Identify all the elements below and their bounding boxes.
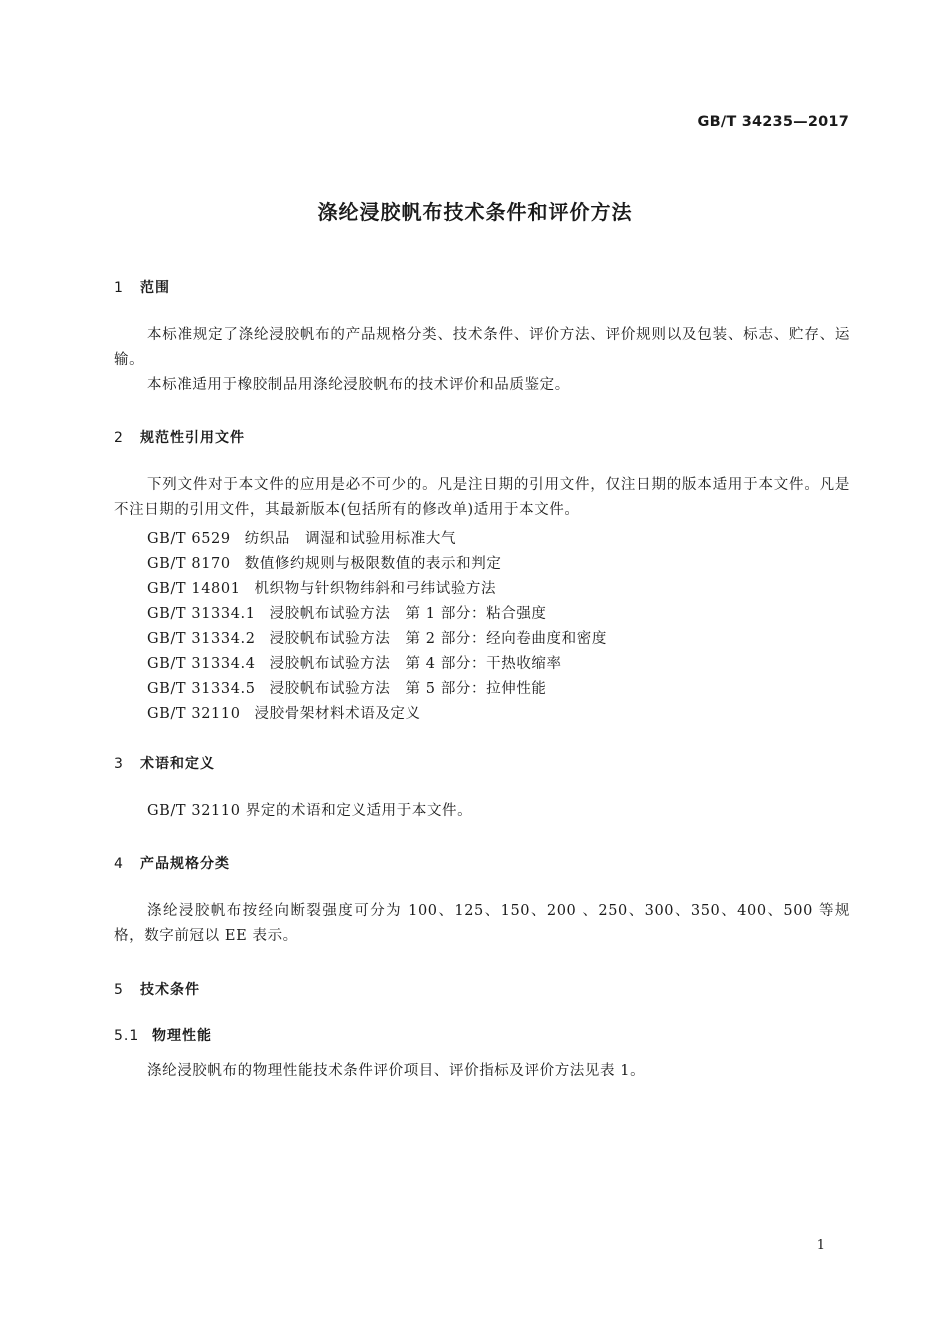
section-title: 范围 [140,280,170,296]
section-number: 5 [114,982,124,998]
classification-paragraph: 涤纶浸胶帆布按经向断裂强度可分为 100、125、150、200 、250、300、350、400、500 等规格，数字前冠以 EE 表示。 [114,903,850,944]
normative-references-intro: 下列文件对于本文件的应用是必不可少的。凡是注日期的引用文件，仅注日期的版本适用于本文件。凡是不注日期的引用文件，其最新版本(包括所有的修改单)适用于本文件。 [114,477,850,518]
section-4-heading [114,853,230,873]
document-title: 涤纶浸胶帆布技术条件和评价方法 [317,200,633,224]
reference-title: 浸胶帆布试验方法 第 1 部分：粘合强度 [269,606,547,622]
standard-code: GB/T 34235—2017 [697,114,849,130]
reference-title: 浸胶帆布试验方法 第 5 部分：拉伸性能 [269,681,547,697]
reference-title: 浸胶帆布试验方法 第 4 部分：干热收缩率 [269,656,562,672]
section-title: 产品规格分类 [140,856,230,872]
physical-properties-paragraph: 涤纶浸胶帆布的物理性能技术条件评价项目、评价指标及评价方法见表 1。 [147,1063,646,1079]
reference-code: GB/T 31334.1 [147,606,256,622]
scope-paragraph-2: 本标准适用于橡胶制品用涤纶浸胶帆布的技术评价和品质鉴定。 [147,377,570,393]
section-number: 3 [114,756,124,772]
section-5-heading [114,979,200,999]
reference-item [147,677,547,698]
section-title: 术语和定义 [140,756,215,772]
reference-item [147,527,456,548]
reference-code: GB/T 31334.4 [147,656,256,672]
reference-item [147,627,607,648]
reference-code: GB/T 8170 [147,556,231,572]
reference-code: GB/T 31334.5 [147,681,256,697]
section-title: 物理性能 [152,1028,212,1044]
section-number: 4 [114,856,124,872]
section-5-1-heading [114,1025,212,1045]
reference-title: 数值修约规则与极限数值的表示和判定 [244,556,502,572]
reference-item [147,702,421,723]
section-number: 1 [114,280,124,296]
reference-code: GB/T 32110 [147,706,241,722]
section-number: 2 [114,430,124,446]
section-3-heading [114,753,215,773]
section-1-heading [114,277,170,297]
reference-item [147,552,501,573]
reference-code: GB/T 31334.2 [147,631,256,647]
scope-paragraph-1: 本标准规定了涤纶浸胶帆布的产品规格分类、技术条件、评价方法、评价规则以及包装、标志、贮存、运输。 [114,327,850,368]
reference-item [147,652,562,673]
reference-item [147,577,496,598]
reference-title: 机织物与针织物纬斜和弓纬试验方法 [254,581,497,597]
reference-title: 浸胶骨架材料术语及定义 [254,706,421,722]
reference-title: 浸胶帆布试验方法 第 2 部分：经向卷曲度和密度 [269,631,607,647]
reference-code: GB/T 6529 [147,531,231,547]
reference-title: 纺织品 调湿和试验用标准大气 [244,531,457,547]
section-title: 规范性引用文件 [140,430,245,446]
reference-code: GB/T 14801 [147,581,241,597]
section-number: 5.1 [114,1028,140,1044]
reference-item [147,602,547,623]
section-2-heading [114,427,245,447]
section-title: 技术条件 [140,982,200,998]
terms-paragraph: GB/T 32110 界定的术语和定义适用于本文件。 [147,803,473,819]
page-number: 1 [816,1238,825,1253]
